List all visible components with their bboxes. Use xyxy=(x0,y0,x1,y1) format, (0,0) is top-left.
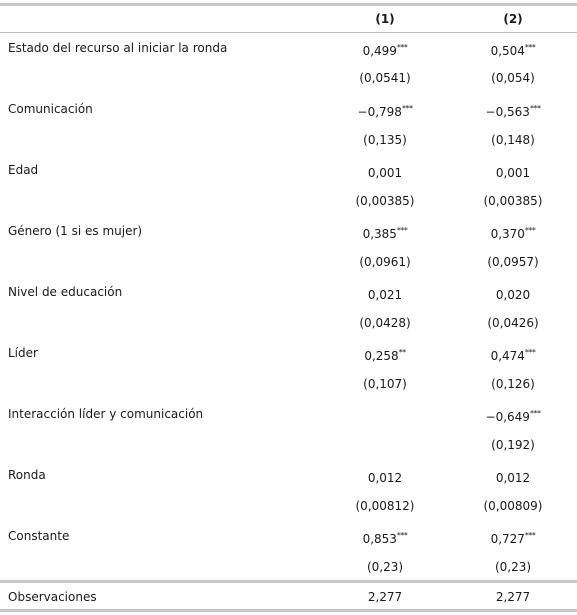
se-value: (0,0961) xyxy=(359,255,411,269)
coef-cell xyxy=(320,38,450,61)
table-row xyxy=(0,160,577,180)
table-row-se xyxy=(0,130,577,150)
row-label: Interacción líder y comunicación xyxy=(8,407,204,421)
coef-value: 0,020 xyxy=(495,288,531,302)
row-label: Constante xyxy=(8,529,70,543)
coef-cell xyxy=(320,99,450,122)
table-row xyxy=(0,221,577,241)
table-row xyxy=(0,99,577,119)
significance-stars: *** xyxy=(396,226,408,235)
table-row-se xyxy=(0,496,577,516)
table-row xyxy=(0,526,577,546)
se-value: (0,148) xyxy=(491,133,535,147)
coef-value: 0,012 xyxy=(495,471,531,485)
se-value: (0,00809) xyxy=(483,499,543,513)
significance-stars: *** xyxy=(524,348,536,357)
table-row xyxy=(0,343,577,363)
coef-value: 0,001 xyxy=(495,166,531,180)
significance-stars: ** xyxy=(398,348,406,357)
se-value: (0,0541) xyxy=(359,71,411,85)
row-label: Líder xyxy=(8,346,38,360)
significance-stars: *** xyxy=(401,104,413,113)
row-label: Edad xyxy=(8,163,39,177)
se-value: (0,0426) xyxy=(487,316,539,330)
table-row-se xyxy=(0,313,577,333)
table-row-se xyxy=(0,374,577,394)
coef-value: −0,649 xyxy=(485,410,530,424)
significance-stars: *** xyxy=(524,531,536,540)
column-header-2: (2) xyxy=(503,12,523,26)
coef-cell xyxy=(320,526,450,549)
table-row xyxy=(0,282,577,302)
coef-value: 0,012 xyxy=(367,471,403,485)
coef-cell xyxy=(448,343,577,366)
coef-cell xyxy=(448,38,577,61)
coef-value: 0,727 xyxy=(490,532,525,546)
significance-stars: *** xyxy=(529,409,541,418)
se-value: (0,0428) xyxy=(359,316,411,330)
row-label: Nivel de educación xyxy=(8,285,123,299)
coef-value: 0,499 xyxy=(362,44,397,58)
column-header-1: (1) xyxy=(375,12,395,26)
se-value: (0,00385) xyxy=(483,194,543,208)
coef-cell xyxy=(448,404,577,427)
se-value: (0,23) xyxy=(366,560,404,574)
se-value: (0,054) xyxy=(491,71,535,85)
se-value: (0,107) xyxy=(363,377,407,391)
coef-cell xyxy=(448,465,577,488)
significance-stars: *** xyxy=(524,226,536,235)
row-label: Estado del recurso al iniciar la ronda xyxy=(8,41,228,55)
se-value: (0,00812) xyxy=(355,499,415,513)
header-rule xyxy=(0,32,577,33)
se-value: (0,126) xyxy=(491,377,535,391)
coef-cell xyxy=(320,221,450,244)
observations-row xyxy=(0,587,577,607)
se-value: (0,00385) xyxy=(355,194,415,208)
coef-value: 0,370 xyxy=(490,227,525,241)
table-row-se xyxy=(0,68,577,88)
observations-value: 2,277 xyxy=(495,590,531,604)
table-row xyxy=(0,404,577,424)
table-row-se xyxy=(0,557,577,577)
significance-stars: *** xyxy=(396,531,408,540)
coef-value: 0,001 xyxy=(367,166,403,180)
coef-value: 0,258 xyxy=(364,349,399,363)
coef-value: 0,504 xyxy=(490,44,525,58)
coef-cell xyxy=(448,221,577,244)
table-header xyxy=(0,8,577,30)
coef-cell xyxy=(320,343,450,366)
coef-cell xyxy=(448,160,577,183)
row-label: Comunicación xyxy=(8,102,93,116)
row-label: Ronda xyxy=(8,468,46,482)
table-row xyxy=(0,38,577,58)
se-value: (0,23) xyxy=(494,560,532,574)
coef-cell xyxy=(448,282,577,305)
se-value: (0,0957) xyxy=(487,255,539,269)
coef-cell xyxy=(320,160,450,183)
se-value: (0,192) xyxy=(491,438,535,452)
row-label: Género (1 si es mujer) xyxy=(8,224,143,238)
coef-cell xyxy=(448,99,577,122)
table-row-se xyxy=(0,191,577,211)
significance-stars: *** xyxy=(529,104,541,113)
observations-value: 2,277 xyxy=(367,590,403,604)
coef-value: −0,563 xyxy=(485,105,530,119)
table-row-se xyxy=(0,435,577,455)
coef-cell xyxy=(320,465,450,488)
coef-cell xyxy=(320,282,450,305)
coef-value: −0,798 xyxy=(357,105,402,119)
significance-stars: *** xyxy=(396,43,408,52)
top-rule xyxy=(0,3,577,6)
observations-rule xyxy=(0,580,577,583)
coef-value: 0,853 xyxy=(362,532,397,546)
coef-value: 0,021 xyxy=(367,288,403,302)
observations-label: Observaciones xyxy=(8,590,97,604)
coef-value: 0,385 xyxy=(362,227,397,241)
table-row xyxy=(0,465,577,485)
coef-value: 0,474 xyxy=(490,349,525,363)
table-row-se xyxy=(0,252,577,272)
se-value: (0,135) xyxy=(363,133,407,147)
bottom-rule xyxy=(0,609,577,612)
coef-cell xyxy=(448,526,577,549)
significance-stars: *** xyxy=(524,43,536,52)
